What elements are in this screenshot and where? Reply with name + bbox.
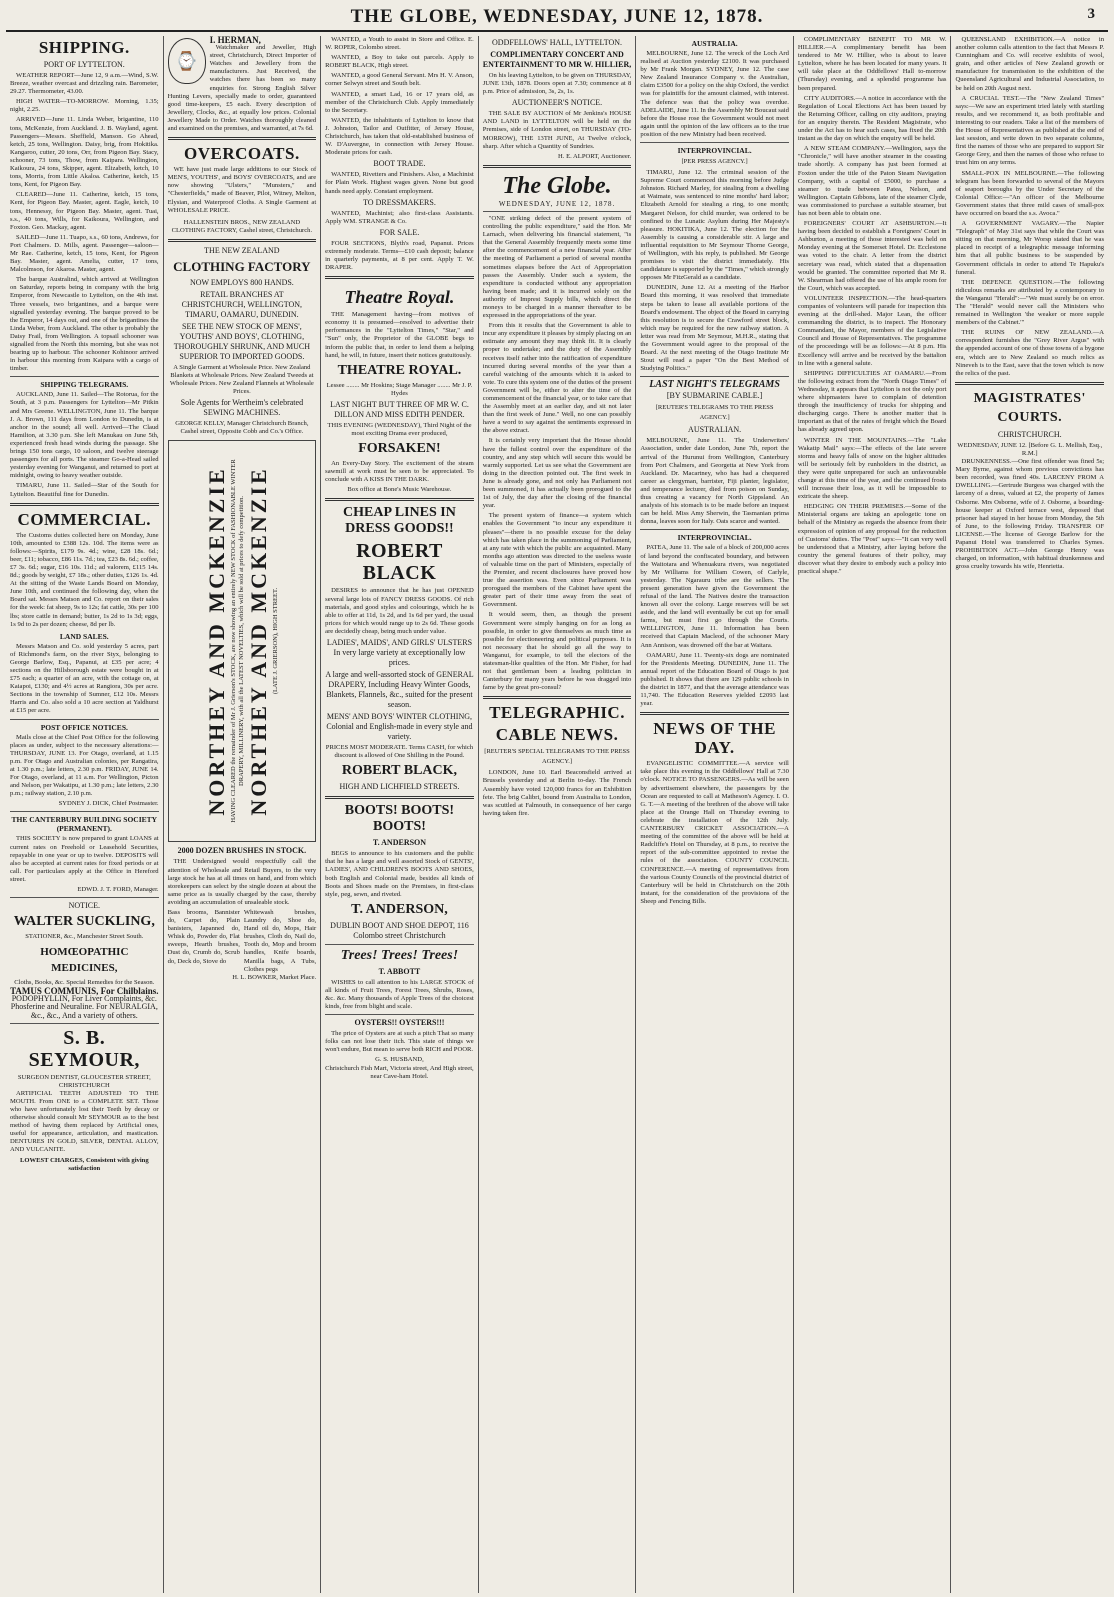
wanted-ad: WANTED, a good General Servant. Mrs H. V. Anson, corner Selwyn street and South belt. (325, 72, 474, 88)
anderson-address: DUBLIN BOOT AND SHOE DEPOT, 116 Colombo street Christchurch (330, 920, 469, 940)
wanted-ad: WANTED, a Boy to take out parcels. Apply to ROBERT BLACK, High street. (325, 54, 474, 70)
divider (10, 1023, 159, 1024)
rb-mens: MENS' AND BOYS' WINTER CLOTHING, Colonial and English-made in every style and variety. (326, 712, 473, 742)
divider (325, 944, 474, 945)
divider (325, 796, 474, 799)
cable-text: LONDON, June 10. Earl Beaconsfield arrived at Brussels yesterday and at Berlin to-day. The French Assembly have voted 120,000 francs for an Exhibition fete. The brig Calibri, bound from Australia to London, was scuttled at Falmouth, in consequence of her cargo having taken fire. (482, 769, 632, 817)
rb-prices: PRICES MOST MODERATE. Terms CASH, for which discount is allowed of One Shilling in the Pound. (325, 744, 474, 760)
column-4 (479, 36, 637, 1593)
divider (640, 142, 789, 143)
globe-editorial-date: WEDNESDAY, JUNE 12, 1878. (498, 199, 616, 208)
seymour-name: S. B. SEYMOUR, (28, 1026, 140, 1071)
divider (10, 811, 159, 812)
arrived: ARRIVED—June 11. Linda Weber, brigantine, 110 tons, McKenzie, from Auckland. J. B. Wayland, agent. Passengers—Messrs. Sheffield, Manson. Go Ahead, ketch, 25 tons, Wellington. Daisy, brig, from Hokitika. Kangaroo, cutter, 20 tons, Orr, from Pigeon Bay. Stacy, schooner, 73 tons, Thow, from Kaipara. Wellington, Kaikoura, 24 tons, Skipper, agent. Elizabeth, ketch, 10 tons, Morris, from Little Akaloa. Catherine, ketch, 15 tons, Kent, for Pigeon Bay. (10, 116, 159, 189)
building-society-sign: EDWD. J. T. FORD, Manager. (77, 885, 159, 893)
columns (6, 36, 1108, 1593)
divider (10, 503, 159, 506)
column-7 (951, 36, 1108, 1593)
cheap-lines: CHEAP LINES IN DRESS GOODS!! (343, 505, 456, 537)
rb-general: A large and well-assorted stock of GENERAL DRAPERY, Including Heavy Winter Goods, Blankets, Flannels, &c., suited for the present season. (325, 670, 474, 710)
telegraphic-heading: TELEGRAPHIC. (489, 703, 625, 723)
news-item: SHIPPING DIFFICULTIES AT OAMARU.—From the following extract from the "North Otago Times" of Wednesday, it appears that Lyttelton is not the only port where shipmasters have to complain of detention through the insufficiency of trucks for shipping and discharging cargo. There is another matter that is important as that of the rates of freight which the Board has already agreed upon. (797, 369, 947, 434)
divider (10, 719, 159, 720)
cable-news-heading: CABLE NEWS. (495, 725, 619, 745)
rb-address: HIGH AND LICHFIELD STREETS. (339, 782, 460, 792)
hermann-name: I. HERMAN, (209, 36, 261, 45)
divider (168, 239, 317, 242)
editorial-paragraph: From this it results that the Government is able to incur any expenditure it pleases by simply placing on an estimate any amount they may think fit. It is clearly proper to undertake; and the duty of the Assembly receives itself rather into the ratification of expenditure incurred during several months of the year than a careful watching of the amounts which it is asked to vote. To cure this system one of the duties of the present Government will be, either to alter the time of the commencement of the financial year, or to take care that the Assembly meet at an earlier day, and sit not later than the first week of June." Well, no one can possibly have a word to say against the sentiments expressed in the above extract. (482, 322, 632, 435)
editorial-paragraph: It is certainly very important that the House should have the fullest control over the expenditure of the country, and any step which will secure this would be warmly supported. Let us see what the Government are doing in the direction pointed out. The first week in June is already gone, and not only has Parliament not been summoned, it has actually been prorogued to the 1st of July, the day after the closing of the financial year. (482, 437, 632, 510)
northey-text: HAVING CLEARED the remainder of Mr J. Grierson's STOCK, are now showing an entirely NEW STOCK of FASHIONABLE WINTER DRAPERY, MILLINERY, with all the LATEST NOVELTIES, which will be sold at prices to defy competition. (229, 459, 245, 824)
trees-heading: Trees! Trees! Trees! (340, 947, 459, 963)
wanted-ad: WANTED, Rivetters and Finishers. Also, a Machinist for Plain Work. Highest wages given. None but good hands need apply. Constant employment. (325, 171, 474, 195)
divider (483, 696, 632, 699)
concert-heading: COMPLIMENTARY CONCERT AND ENTERTAINMENT TO MR W. HILLIER, (482, 50, 632, 69)
news-item: FOREIGNERS' COURT AT ASHBURTON.—It having been decided to establish a Foreigners' Court in Ashburton, a meeting of those interested was held on Monday evening at the Somerset Hotel. Dr. Ecclestone was voted to the chair. A letter from the district secretary was read, which stated that a dispensation would be granted. The committee reported that Mr R. W. Shearman had offered the use of his ample room for the Court, which was accepted. (797, 220, 947, 292)
magistrates-date: WEDNESDAY, JUNE 12. [Before G. L. Mellish, Esq., R.M.] (957, 441, 1103, 457)
oysters-text: The price of Oysters are at such a pitch That so many folks can not lose their itch. This state of things we won't endure, But mean to serve both RICH and POOR. (325, 1030, 474, 1054)
news-item: COMPLIMENTARY BENEFIT TO MR W. HILLIER.—A complimentary benefit has been tendered to Mr W. Hillier, who is about to leave Lyttelton, where he has been located for many years. It will take place at the Oddfellows' Hall to-morrow (Thursday) evening, and a splendid programme has been prepared. (797, 36, 947, 92)
divider (325, 276, 474, 279)
news-of-the-day-heading: NEWS OF THE DAY. (653, 719, 776, 758)
wanted-ad: WANTED, the inhabitants of Lyttelton to know that J. Johnston, Tailor and Outfitter, of Jersey House, Christchurch, has taken that old-established business of W. D'Auvergne, in connection with Jersey House. Moderate prices for cash. (325, 116, 474, 157)
theatre-notice: THE Management having—from motives of economy it is presumed—resolved to advertise their performances in the "Lyttelton Times," "Star," and "Sun" only, the Proprietor of the GLOBE begs to inform the public that, in order to lend them a helping hand, he will, in future, insert their notices gratuitously. (325, 311, 474, 359)
divider (483, 165, 632, 168)
australia-text: MELBOURNE, June 12. The wreck of the Loch Ard realised at Auction yesterday £2100. It was purchased by Mr Frank Morgan. SYDNEY, June 12. The case New Zealand Insurance Company v. the Australian, claim £3500 for a policy on the ship Oxford, the verdict was for plaintiffs for the amount claimed, with interest. The defence was that the policy was overdue. ADELAIDE, June 11. In the Assembly Mr Boucaut said before the House rose the Government would not meet again until the opinion of the law officers as to the true position of the new Ministry had been received. (640, 50, 789, 138)
brushes-heading: 2000 DOZEN BRUSHES IN STOCK. (177, 846, 307, 856)
post-office-text: Mails close at the Chief Post Office for the following places as under, subject to the necessary alterations:—THURSDAY, JUNE 13. For Otago, overland, at 1.15 p.m. For Otago and Australian colonies, per Rangatira, at 1.30 p.m.; late letters, 2.30 p.m. FRIDAY, JUNE 14. For Otago, overland, at 11 a.m. For Wellington, Picton and Nelson, per Wakatipu, at 1.30 p.m.; late letters, 2.30 p.m.; railway station, 2.10 p.m. (10, 733, 159, 798)
brushes-list-left: Bass brooms, Bannister do, Carpet do, Plain banisters, Japanned do, Whisk do, Powder do, Flat sweeps, Hearth brushes, Dust do, Crumb do, Scrub do, Deck do, Stove do (167, 909, 240, 965)
editorial-paragraph: "ONE striking defect of the present system of controlling the public expenditure," said the Hon. Mr Larnach, when delivering his financial statement, "is that the General Assembly frequently meets some time after the commencement of a new financial year. After the meeting of Parliament a period of several months sometimes elapses before the Act of Appropriation passes the Assembly. Under such a system, the expenditure is conducted without any appropriation having been made; and it is incurred solely on the authority of Imprest Supply bills, which direct the moneys to be charged in a manner thereafter to be expressed in the appropriations of the year. (482, 214, 632, 320)
building-society-heading: THE CANTERBURY BUILDING SOCIETY (PERMANENT). (11, 815, 158, 834)
robert-black-title: ROBERT BLACK (356, 540, 443, 585)
divider (325, 498, 474, 501)
boot-trade-heading: BOOT TRADE. (373, 159, 426, 169)
lnt-agency: [REUTER'S TELEGRAMS TO THE PRESS AGENCY.] (655, 404, 774, 422)
magistrates-heading: MAGISTRATES' COURTS. (973, 390, 1086, 425)
news-item: QUEENSLAND EXHIBITION.—A notice in another column calls attention to the fact that Messrs P. Cunningham and Co. will receive exhibits of wool, grain, and other articles of New Zealand growth or manufacture for transmission to the exhibition of the Queensland Agricultural and Industrial Association, to be held on 20th August next. (955, 36, 1105, 92)
nzcf-sign: GEORGE KELLY, Manager Christchurch Branch, Cashel street, Opposite Cobb and Co.'s Office. (175, 420, 309, 436)
notice-heading: NOTICE. (68, 901, 100, 911)
wanted-ad: WANTED, a smart Lad, 16 or 17 years old, as member of the Christchurch Club. Apply immediately to the Secretary. (325, 90, 474, 114)
commercial-heading: COMMERCIAL. (17, 509, 152, 529)
news-item: VOLUNTEER INSPECTION.—The head-quarters companies of volunteers will parade for inspection this evening at the drill-shed. Major Lean, the officer commanding the district, is to inspect. The Honorary Commandant, the Mayor, members of the Legislative Council and House of Representatives. The programme of the proceedings will be as follows:—At 8 p.m. His Excellency will arrive and be received by the battalion in line with a general salute. (797, 294, 947, 367)
tamus-line: TAMUS COMMUNIS, For Chilblains. (10, 986, 159, 997)
interprovincial-heading-2: INTERPROVINCIAL. (677, 533, 752, 543)
lnt-text: MELBOURNE, June 11. The Underwriters' Association, under date London, June 7th, report the arrival of the Hurunui from Wellington, Canterbury from Port Chalmers, and Georgetta at New York from Auckland. Dr. Macartney, who has had a chequered career as clergyman, barrister, Fiji planter, legislator, and temperance lecturer, died from poison on Sunday, thus creating a vacancy for North Gippsland. An analysis of his stomach is to be made before an inquest can be held. Miss Amy Sherwin, the Tasmanian prima donna, leaves soon for Italy. Oats scarce and wanted. (640, 437, 789, 526)
lnt-australian: AUSTRALIAN. (688, 425, 742, 435)
boots-heading: BOOTS! BOOTS! BOOTS! (344, 803, 455, 835)
news-item: A CRUCIAL TEST.—The "New Zealand Times" says:—We saw an experiment tried lately with startling results, and we recommend it, as both profitable and interesting to our readers. Take a list of the members of the House of Representatives as published at the end of last session, and write down in two separate columns, first the names of those who are prepared to support Sir George Grey, and then the names of those who refuse to trust him on any terms. (955, 94, 1105, 167)
masthead-rule (6, 30, 1108, 32)
australia-heading: AUSTRALIA. (691, 39, 738, 48)
robert-black-text: DESIRES to announce that he has just OPENED several large lots of FANCY DRESS GOODS. Of rich materials, and good styles and colourings, which he is able to offer at 11d, 1s 2d, and 1s 6d per yard, the usual prices for which would range up to 2s 6d. These goods are decidedly cheap, being much under value. (325, 587, 474, 635)
suckling-sub: STATIONER, &c., Manchester Street South. (25, 933, 144, 941)
rb-sign: ROBERT BLACK, (341, 763, 458, 779)
weather-report: WEATHER REPORT—June 12, 9 a.m.—Wind, S.W. Breeze, weather overcast and drizzling rain. Barometer, 29.27. Thermometer, 43.00. (10, 72, 159, 96)
auction-text: THE SALE BY AUCTION of Mr Jenkins's HOUSE AND LAND in LYTTELTON will be held on the Premises, side of London street, on THURSDAY (TO-MORROW), THE 13TH JUNE, At Twelve o'clock, sharp. After which a Quantity of Sundries. (482, 110, 632, 150)
divider (640, 376, 789, 377)
northey-mckenzie-ad (168, 440, 317, 842)
shipping-telegrams-heading: SHIPPING TELEGRAMS. (40, 380, 129, 390)
oysters-heading: OYSTERS!! OYSTERS!!! (354, 1018, 445, 1028)
teeth-text: ARTIFICIAL TEETH ADJUSTED TO THE MOUTH. From ONE to a COMPLETE SET. Those who have unfortunately lost their Teeth by decay or otherwise should consult Mr SEYMOUR as to the best method of having them replaced by Artificial ones, useful for appearance, articulation, and mastication. DENTURES IN GOLD, SILVER, DENTAL ALLOY, AND VULCANITE. (10, 1089, 159, 1154)
divider (325, 1014, 474, 1015)
interprovincial-sub: [PER PRESS AGENCY.] (681, 158, 748, 166)
land-sales-text: Messrs Matson and Co. sold yesterday 5 acres, part of Richmond's farm, on the river Styx, belonging to George Barlow, Esq., Papanui, at £35 per acre; 4 sections on the Hillsborough estate were bought in at £75 each; a quarter of an acre, with the cottage on, at Kaiapoi, £130; and 4½ acres at Rangiora, 30s per acre. Sections in the township of Sumner, £12 10s. Messrs Harris and Co. also sold a 10 acre section at Yaldhurst at £15 per acre. (10, 642, 159, 715)
column-2 (164, 36, 322, 1593)
northey-title-2: NORTHEY AND MCKENZIE (245, 466, 271, 817)
anderson-sign: T. ANDERSON, (351, 901, 448, 917)
interprovincial-text-4: OAMARU, June 11. Twenty-six dogs are nominated for the Presidents Meeting. DUNEDIN, June 11. The annual report of the Education Board of Otago is just published. It shows that there are 129 public schools in the district in 1877, and that the average attendance was 11,740. The Education Reserves yielded £2093 last year. (640, 651, 789, 708)
editorial-paragraph: It would seem, then, as though the present Government were simply hanging on for as long as possible, in order to give themselves as much time as possible for electioneering and political purposes. It is not necessary that he should go all the way to Wanganui, for example, to tell the electors of the statesman-like qualities of the Hon. Mr Fisher, for had not that gentleman been a leading politician in Canterbury for many years before he was dragged into fame by the great pro-consul? (482, 611, 632, 692)
column-6 (794, 36, 952, 1593)
shipping-narrative: The barque Australind, which arrived at Wellington on Saturday, reports being in company with the brig Emperor, from Newcastle to Lyttelton, on the 4th inst. Three vessels, two brigantines, and a barque were signalled yesterday evening. The barque proved to be the Emperor, 14 days out, and one of the brigantines the Linda Weber, from Auckland. The other is probably the Daisy Frail, from Wellington. A topsail schooner was signalled from the North this morning, but she was not bearing up to harbour. The schooner Kohinoor arrived in harbour this morning from Kaipara with a cargo of timber. (10, 276, 159, 373)
auction-sign: H. E. ALPORT, Auctioneer. (558, 152, 632, 160)
nzcf-heading: THE NEW ZEALAND (204, 245, 280, 255)
oysters-sign: G. S. HUSBAND, (375, 1056, 424, 1064)
suckling-name: WALTER SUCKLING, (13, 914, 155, 930)
interprovincial-text-3: PATEA, June 11. The sale of a block of 200,000 acres of land beyond the confiscated boundary, and between the Waitotara and Whenuakura rivers, was negotiated by Mr Williams for William Cowen, of Carlyle, yesterday. The Ngarauru tribe are the sellers. The present generation have given the Government the refusal of the land. The Natives desire the transaction known all over the colony. Large reserves will be set aside, and the land will eventually be cut up for small farms, but must first go through the Courts. WELLINGTON, June 11. Information has been received that Captain Macleod, of the schooner Mary Ann Annison, was drowned off the bar at Waitara. (640, 544, 789, 649)
abbott-text: WISHES to call attention to his LARGE STOCK of all kinds of Fruit Trees, Forest Trees, Shrubs, Roses, &c. &c. Many thousands of Apple Trees of the choicest kinds, free from blight and scale. (325, 978, 474, 1011)
post-office-heading: POST OFFICE NOTICES. (40, 722, 128, 732)
anderson-name: T. ANDERSON (372, 838, 427, 848)
homeo-sub: Cloths, Books, &c. Special Remedies for the Season. (14, 979, 155, 987)
divider (955, 382, 1104, 385)
divider (640, 529, 789, 530)
divider (483, 211, 632, 212)
nzcf-items: A Single Garment at Wholesale Price. New Zealand Blankets at Wholesale Prices. New Zealand Tweeds at Wholesale Prices. New Zealand Flannels at Wholesale Prices. (169, 363, 314, 396)
column-3 (321, 36, 479, 1593)
brushes-list-right: Whitewash brushes, Laundry do, Shoe do, Hand oil do, Mops, Hair brushes, Cloth do, Nail do, Tooth do, Mop and broom handles, Knife boards, Manilla bags, A Tubs, Clothes pegs (243, 909, 317, 973)
overcoats-heading: OVERCOATS. (184, 144, 300, 164)
auction-heading: AUCTIONEER'S NOTICE. (511, 98, 603, 108)
commercial-text: The Customs duties collected here on Monday, June 10th, amounted to £388 12s. 10d. The items were as follows:—Spirits, £179 9s. 4d.; wine, £28 18s. 6d.; beer, £11; tobacco, £86 11s. 7d.; tea, £23 8s. 6d.; coffee, £7 3s. 6d.; sugar, £16 10s. 11d.; ad valorem, £115 14s. 8d.; goods by weight, £7 18s.; other duties, £126 1s. 4d. At the sitting of the Waste Lands Board on Monday, June 10th, and continued the following day, when the Board sat. Messrs Matson and Co. report on their sales for the week: fat sheep, 9s to 12s; fat cattle, 30s per 100 lbs; store cattle in demand; butter, 1s 2d to 1s 3d; eggs, 1s 9d to 2s per dozen; cheese, 8d per lb. (10, 531, 159, 628)
nzcf-stock: SEE THE NEW STOCK OF MENS', YOUTHS' AND BOYS', CLOTHING, THOROUGHLY SHRUNK, AND MUCH SUPERIOR TO IMPORTED GOODS. (173, 321, 310, 361)
masthead (0, 6, 1114, 28)
seymour-sub: SURGEON DENTIST, GLOUCESTER STREET, CHRISTCHURCH (17, 1073, 151, 1089)
hermann-text: Watchmaker and Jeweller, High street, Christchurch, Direct Importer of Watches and Jewellery from the manufacturers. Just Received, the watches there has been so many enquiries for. Strong English Silver Hunting Levers, specially made to order, guaranteed good time-keepers, £5 each. Every description of Jewellery, Clocks, &c., at equally low prices. Colonial Jewellery Made to Order. Watches thoroughly cleaned and examined on the premises, and warranted, at 7s 6d. (167, 44, 317, 133)
brushes-text: THE Undersigned would respectfully call the attention of Wholesale and Retail Buyers, to the very large stock he has at all times on hand, and from which storekeepers can select by the single dozen at about the same price as is usually charged by the case, thereby avoiding an accumulation of unsaleable stock. (167, 858, 317, 906)
nzcf-agents: Sole Agents for Wertheim's celebrated SEWING MACHINES. (180, 398, 304, 418)
news-item: THE DEFENCE QUESTION.—The following ridiculous remarks are attributed by a contemporary to the Wanganui "Herald":—"We must surely be on error. The "Herald" would never call the Ministers who remained in Wellington 'the weaker or more supple members of the Cabinet.'" (955, 278, 1105, 327)
watch-icon: ⌚ (168, 38, 206, 84)
brushes-list (168, 909, 317, 974)
interprovincial-heading: INTERPROVINCIAL. (677, 146, 752, 156)
interprovincial-text: TIMARU, June 12. The criminal session of the Supreme Court commenced this morning before Judge Johnston. Richard Marley, for stealing from a dwelling at Waimate, was sentenced to nine months' hard labor; Elizabeth Arnold for stealing a ring, to one month; Margaret Nelson, for child murder, was ordered to be confined to the Lunatic Asylum during Her Majesty's pleasure. HOKITIKA, June 12. The election for the Assembly is causing a considerable stir. A large and influential requisition to Mr Seymour Thorne George, of Wellington, with his reply, is published. Mr George promises to visit the district immediately. His candidature is supported by the "Times," which strongly opposes Mr FitzGerald as a candidate. (640, 169, 789, 282)
box-office: Box office at Bone's Music Warehouse. (347, 486, 452, 494)
news-item: SMALL-POX IN MELBOURNE.—The following telegram has been forwarded to several of the Mayors of seaport boroughs by the Under Secretary of the Colonial Office:—"An officer of the Melbourne Government states that three mild cases of small-pox have occurred on board the s.s. Avoca." (955, 169, 1105, 217)
overcoats-text: WE have just made large additions to our Stock of MEN'S, YOUTHS', and BOYS' OVERCOATS, and are now showing "Ulsters," "Munsters," and "Chesterfields," made of Beaver, Pilot, Witney, Melton, Elysian, and Waterproof Cloths. A Single Garment at WHOLESALE PRICE. (167, 166, 317, 214)
homeo-heading: HOMŒOPATHIC MEDICINES, (40, 946, 129, 975)
magistrates-text: DRUNKENNESS.—One first offender was fined 5s; Mary Byrne, against whom previous convictions has been recorded, was fined 40s. LARCENY FROM A DWELLING.—Gertrude Burgess was charged with the larceny of a dress, valued at £2, the property of James Osborne. Mrs Osborne, wife of J. Osborne, a boarding-house keeper at Oxford terrace west, deposed that prisoner had stayed in her house from Monday, the 5th of June, to the following Friday. TRANSFER OF LICENSE.—The license of George Barlow for the Papanui Hotel was transferred to Charles Symes. PROHIBITION ACT.—John George Henry was charged, on information, with habitual drunkenness and gross cruelty towards his wife, Henrietta. (955, 458, 1105, 571)
editorial-paragraph: The present system of finance—a system which enables the Government "to incur any expenditure it pleases"—there is no possible excuse for the delay which has taken place in the summoning of Parliament, at any rate with which the public are acquainted. Many months ago attention was directed to the useless waste of valuable time on the part of Ministers, especially of the Premier, and recent disclosures have proved how true the assertion was. Even since Parliament was prorogued the members of the Cabinet have spent the greater part of their time away from the seat of Government. (482, 512, 632, 609)
cable-subheading: [REUTER'S SPECIAL TELEGRAMS TO THE PRESS AGENCY.] (484, 748, 630, 766)
news-item: A NEW STEAM COMPANY.—Wellington, says the "Chronicle," will have another steamer in the coasting trade shortly. A company has just been formed at Foxton under the title of the Paton Steam Navigation Company, with a capital of £5000, to purchase a steamer to trade between Patea, Nelson, and Wellington. Captain Gibbons, late of the steamer Clyde, was commissioned to purchase a suitable steamer, but has not been able to obtain one. (797, 145, 947, 217)
podophyllin-line: PODOPHYLLIN, For Liver Complaints, &c. Phosferine and Neuraline. For NEURALGIA, &c., &c., And a variety of others. (10, 994, 158, 1020)
magistrates-city: CHRISTCHURCH. (997, 429, 1062, 439)
timaru-telegram: TIMARU, June 11. Sailed—Star of the South for Lyttelton. Beautiful fine for Dunedin. (10, 482, 159, 498)
northey-address: (LATE J. GRIERSON), HIGH STREET. (271, 588, 279, 695)
news-item: HEDGING ON THEIR PREMISES.—Some of the Ministerial organs are taking an apologetic tone on behalf of the Ministry as regards the absence from their expression of opinion of any proposal for the reduction of Customs' duties. The "Post" says:—"It can very well be understood that a Ministry, after laying before the country the general features of their policy, may discover what they desire to embody such a policy into practical shape." (797, 503, 947, 575)
divider (10, 897, 159, 898)
divider (10, 376, 159, 377)
theatre-last-night: LAST NIGHT BUT THREE OF MR W. C. DILLON AND MISS EDITH PENDER. (330, 399, 469, 419)
abbott-name: T. ABBOTT (378, 966, 421, 976)
land-sales-heading: LAND SALES. (59, 631, 109, 641)
port-heading: PORT OF LYTTELTON. (43, 60, 125, 69)
nzcf-now: NOW EMPLOYS 800 HANDS. (189, 277, 294, 287)
theatre-heading: Theatre Royal. (344, 287, 455, 308)
post-office-sign: SYDNEY J. DICK, Chief Postmaster. (58, 800, 159, 808)
forsaken-title: FORSAKEN! (358, 441, 441, 457)
last-night-telegrams-heading: LAST NIGHT'S TELEGRAMS (649, 379, 780, 391)
column-1 (6, 36, 164, 1593)
charges-line: LOWEST CHARGES, Consistent with giving satisfaction (19, 1156, 149, 1172)
oysters-address: Christchurch Fish Mart, Victoria street, And High street, near Cave-ham Hotel. (325, 1064, 474, 1080)
wanted-ad: WANTED, Machinist; also first-class Assistants. Apply WM. STRANGE & Co. (325, 209, 474, 225)
news-item: THE RUINS OF NEW ZEALAND.—A correspondent furnishes the "Grey River Argus" with the appended account of one of those towns of a bygone era, which are to New Zealand so much relics as Nineveh is to the East, save that the town which is now the relics of the past. (955, 329, 1105, 377)
news-item: CITY AUDITORS.—A notice in accordance with the Regulation of Local Elections Act has been issued by the Returning Officer, calling on city auditors, praying for an enquiry therein. The Resident Magistrate, who under the Act has to hear such cases, has fixed the 20th instant as the day on which the enquiry will be held. (797, 94, 947, 143)
shipping-heading: SHIPPING. (38, 38, 130, 57)
forsaken-text: An Every-Day Story. The excitement of the steam sawmill at work must be seen to be appreciated. To conclude with A KISS IN THE DARK. (325, 460, 474, 484)
lnt-sub: [BY SUBMARINE CABLE.] (666, 391, 763, 401)
column-5 (636, 36, 794, 1593)
interprovincial-text-2: DUNEDIN, June 12. At a meeting of the Harbor Board this morning, it was resolved that immediate steps be taken to lease all available portions of the Board's endowment. The object of the Board in carrying this resolution is to secure the Crawford street block, which may be required for the new railway station. A letter was read from Mr Seymour, M.H.R., stating that the Government would agree to the proposal of the Board. At the next meeting of the Otago Institute Mr Stout will read a paper "On the Best Method of Studying Politics." (640, 284, 789, 373)
news-item: A GOVERNMENT VAGARY.—The Napier "Telegraph" of May 31st says that while the Court was sitting on that morning, Mr Worsp stated that he was placed in receipt of a telegraphic message informing him that all public business to be suspended by Government officials in order to attend Te Hapuku's funeral. (955, 220, 1105, 276)
anderson-text: BEGS to announce to his customers and the public that he has a large and well assorted Stock of GENTS', LADIES', AND CHILDREN'S BOOTS AND SHOES, both English and Colonial made, besides all kinds of Boots and Shoes made on the Premises, in first-class style, peg, sewn, and riveted. (325, 850, 474, 898)
brushes-sign: H. L. BOWKER, Market Place. (232, 973, 317, 981)
building-society-text: THIS SOCIETY is now prepared to grant LOANS at current rates on Freehold or Leasehold Securities, repayable in one year or up to twelve. DEPOSITS will also be accepted at current rates for fixed periods or at call. For particulars apply at the Office in Hereford street. (10, 835, 159, 883)
theatre-evening: THIS EVENING (WEDNESDAY), Third Night of the most exciting Drama ever produced, (327, 421, 472, 437)
theatre-royal-title: THEATRE ROYAL. (337, 362, 462, 378)
page-number: 3 (1087, 6, 1096, 22)
nzcf-retail: RETAIL BRANCHES AT CHRISTCHURCH, WELLINGTON, TIMARU, OAMARU, DUNEDIN. (181, 289, 303, 319)
divider (640, 712, 789, 715)
dressmakers-heading: TO DRESSMAKERS. (363, 197, 436, 207)
theatre-lessee: Lessee ........ Mr Hoskins; Stage Manager ........ Mr J. P. Hydes (326, 381, 473, 397)
divider (168, 137, 317, 140)
hallenstein-text: HALLENSTEIN BROS., NEW ZEALAND CLOTHING FACTORY, Cashel street, Christchurch. (171, 218, 313, 234)
news-text: EVANGELISTIC COMMITTEE.—A service will take place this evening in the Oddfellows' Hall at 7.30 o'clock. NOTICE TO PASSENGERS.—As will be seen by advertisement elsewhere, the passengers by the Ocean are requested to call at Matheson's Agency. I. O. G. T.—A meeting of the brethren of the above will take place at the Orange Hall on Thursday evening to celebrate the installation of the 12th July. CANTERBURY CRICKET ASSOCIATION.—A meeting of the committee of the above will be held at Radcliffe's Hotel on Thursday, at 8 p.m., to receive the report of the sub-committee appointed to revise the rules of the association. COUNTY COUNCIL CONFERENCE.—A meeting of representatives from the various County Councils of the provincial district of Canterbury will be held in Christchurch on the 20th instant, for the consideration of the provisions of the Sheep and Fencing Bills. (640, 760, 789, 905)
nzcf-title: CLOTHING FACTORY (173, 258, 311, 274)
sailed: SAILED—June 11. Tuapo, s.s., 60 tons, Andrews, for Port Chalmers. D. Mills, agent. Passenger—saloon—Mr Rae. Catherine, ketch, 15 tons, Kent, for Pigeon Bay. Master, agent. Amelia, cutter, 17 tons, Malcolmson, for Akaroa. Master, agent. (10, 233, 159, 274)
high-water: HIGH WATER—TO-MORROW. Morning, 1.35; night, 2.25. (10, 98, 159, 114)
masthead-title: THE GLOBE, WEDNESDAY, JUNE 12, 1878. (350, 6, 764, 27)
cleared: CLEARED—June 11. Catherine, ketch, 15 tons, Kent, for Pigeon Bay. Master, agent. Eagle, ketch, 10 tons, Hennessy, for Pigeon Bay. Master, agent. Tuai, s.s., 40 tons, Wills, for Kaikoura, Wellington, and Foxton. Geo. Mackay, agent. (10, 191, 159, 231)
news-item: WINTER IN THE MOUNTAINS.—The "Lake Wakatip Mail" says:—The effects of the late severe storms and heavy falls of snow on the higher altitudes will be seriously felt by runholders in the district, as they were quite unprepared for such an unfavourable change at this time of the year, and the continued frosts will increase their loss, as it will be impossible to extricate the sheep. (797, 436, 947, 501)
globe-editorial-title: The Globe. (502, 172, 612, 199)
rb-ladies: LADIES', MAIDS', AND GIRLS' ULSTERS In very large variety at exceptionally low prices. (326, 638, 473, 668)
wanted-ad: WANTED, a Youth to assist in Store and Office. E. W. ROPER, Colombo street. (325, 36, 474, 52)
northey-title: NORTHEY AND MCKENZIE (203, 466, 229, 817)
shipping-telegrams: AUCKLAND, June 11. Sailed—The Rotorua, for the South, at 3 p.m. Passengers for Lyttelton—Mr Pitkin and Mrs Greene. WELLINGTON, June 11. The barque J. A. Brown, 111 days from London to Dunedin, is at anchor in the sound; all well. Arrived—The Claud Hamilton, at 3.30 p.m. She left Manukau on June 5th, experienced fresh head winds during the passage. She brings 150 tons cargo, 10 saloon, and twelve steerage passengers for all ports. The steamer Go-a-Head sailed yesterday evening for Wanganui, and returned to port at midnight, owing to heavy weather outside. (10, 391, 159, 480)
hall-heading: ODDFELLOWS' HALL, LYTTELTON. (492, 38, 622, 47)
concert-text: On his leaving Lyttelton, to be given on THURSDAY, JUNE 13th, 1878. Doors open at 7.30; commence at 8 p.m. Price of admission, 3s, 2s, 1s. (482, 72, 632, 96)
for-sale-heading: FOR SALE. (379, 227, 420, 237)
for-sale-text: FOUR SECTIONS, Blyth's road, Papanui. Prices extremely moderate. Terms—£10 cash deposit; balance in quarterly payments, at 8 per cent. Apply T. W. DRAPER. (325, 239, 474, 272)
